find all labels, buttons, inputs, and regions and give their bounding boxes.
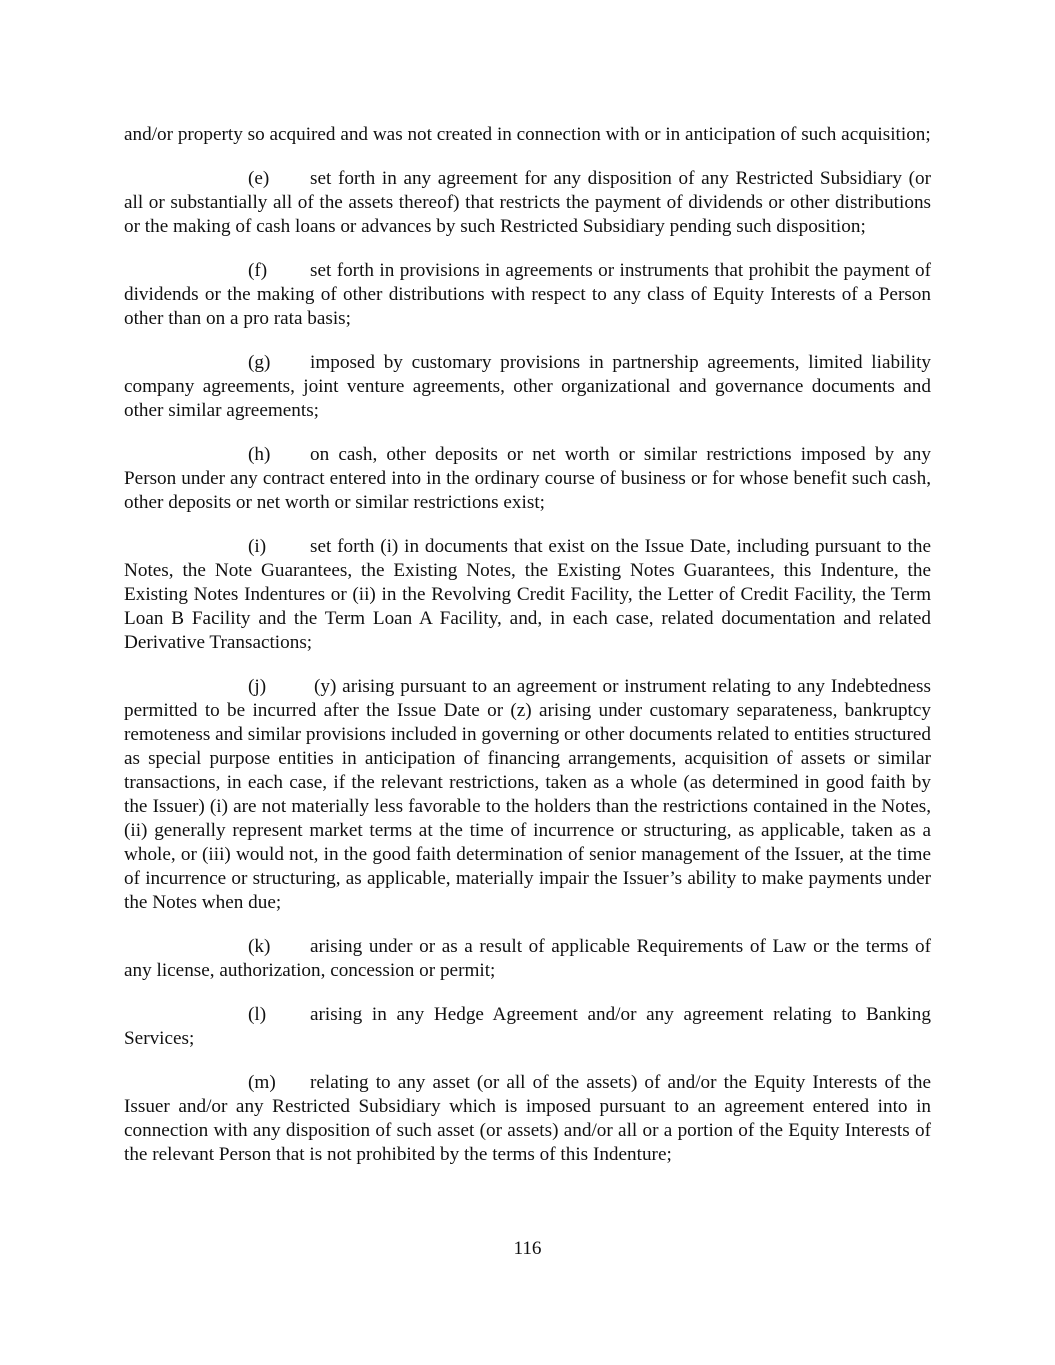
- clause-g: [124, 351, 931, 423]
- clause-h: [124, 443, 931, 515]
- clause-text: set forth (i) in documents that exist on the Issue Date, including pursuant to the Notes, the Note Guarantees, the Existing Notes, the Existing Notes Guarantees, this Indenture, the Existing Notes Indentures or (ii) in the Revolving Credit Facility, the Letter of Credit Facility, the Term Loan B Facility and the Term Loan A Facility, and, in each case, related documentation and related Derivative Transactions;: [124, 536, 931, 653]
- clause-label: (i): [248, 536, 267, 557]
- clause-l: [124, 1003, 931, 1051]
- clause-i: [124, 535, 931, 655]
- page-number: 116: [513, 1238, 542, 1259]
- clause-label: (j): [248, 676, 267, 697]
- clause-text: imposed by customary provisions in partnership agreements, limited liability company agreements, joint venture agreements, other organizational and governance documents and other similar agreements;: [124, 352, 931, 421]
- document-body: [124, 123, 931, 1167]
- intro-paragraph: and/or property so acquired and was not created in connection with or in anticipation of such acquisition;: [124, 124, 931, 145]
- clause-label: (k): [248, 936, 271, 957]
- clause-text: arising under or as a result of applicable Requirements of Law or the terms of any license, authorization, concession or permit;: [124, 936, 931, 981]
- clause-label: (m): [248, 1072, 276, 1093]
- clause-e: [124, 167, 931, 239]
- clause-label: (g): [248, 352, 271, 373]
- clause-label: (f): [248, 260, 268, 281]
- clause-text: on cash, other deposits or net worth or similar restrictions imposed by any Person under any contract entered into in the ordinary course of business or for whose benefit such cash, other deposits or net worth or similar restrictions exist;: [124, 444, 931, 513]
- clause-label: (h): [248, 444, 271, 465]
- clause-j: [124, 675, 931, 915]
- clause-m: [124, 1071, 931, 1167]
- clause-text: relating to any asset (or all of the assets) of and/or the Equity Interests of the Issuer and/or any Restricted Subsidiary which is imposed pursuant to an agreement entered into in connection with any disposition of such asset (or assets) and/or all or a portion of the Equity Interests of the relevant Person that is not prohibited by the terms of this Indenture;: [124, 1072, 931, 1165]
- clause-text: (y) arising pursuant to an agreement or instrument relating to any Indebtedness permitted to be incurred after the Issue Date or (z) arising under customary separateness, bankruptcy remoteness and similar provisions included in governing or other documents related to entities structured as special purpose entities in anticipation of financing arrangements, acquisition of assets or similar transactions, in each case, if the relevant restrictions, taken as a whole (as determined in good faith by the Issuer) (i) are not materially less favorable to the holders than the restrictions contained in the Notes, (ii) generally represent market terms at the time of incurrence or structuring, as applicable, taken as a whole, or (iii) would not, in the good faith determination of senior management of the Issuer, at the time of incurrence or structuring, as applicable, materially impair the Issuer’s ability to make payments under the Notes when due;: [124, 676, 931, 913]
- clause-f: [124, 259, 931, 331]
- clause-label: (l): [248, 1004, 267, 1025]
- clause-text: set forth in any agreement for any disposition of any Restricted Subsidiary (or all or substantially all of the assets thereof) that restricts the payment of dividends or other distributions or the making of cash loans or advances by such Restricted Subsidiary pending such disposition;: [124, 168, 931, 237]
- clause-text: arising in any Hedge Agreement and/or any agreement relating to Banking Services;: [124, 1004, 931, 1049]
- clause-text: set forth in provisions in agreements or instruments that prohibit the payment of dividends or the making of other distributions with respect to any class of Equity Interests of a Person other than on a pro rata basis;: [124, 260, 931, 329]
- clause-label: (e): [248, 168, 270, 189]
- clause-k: [124, 935, 931, 983]
